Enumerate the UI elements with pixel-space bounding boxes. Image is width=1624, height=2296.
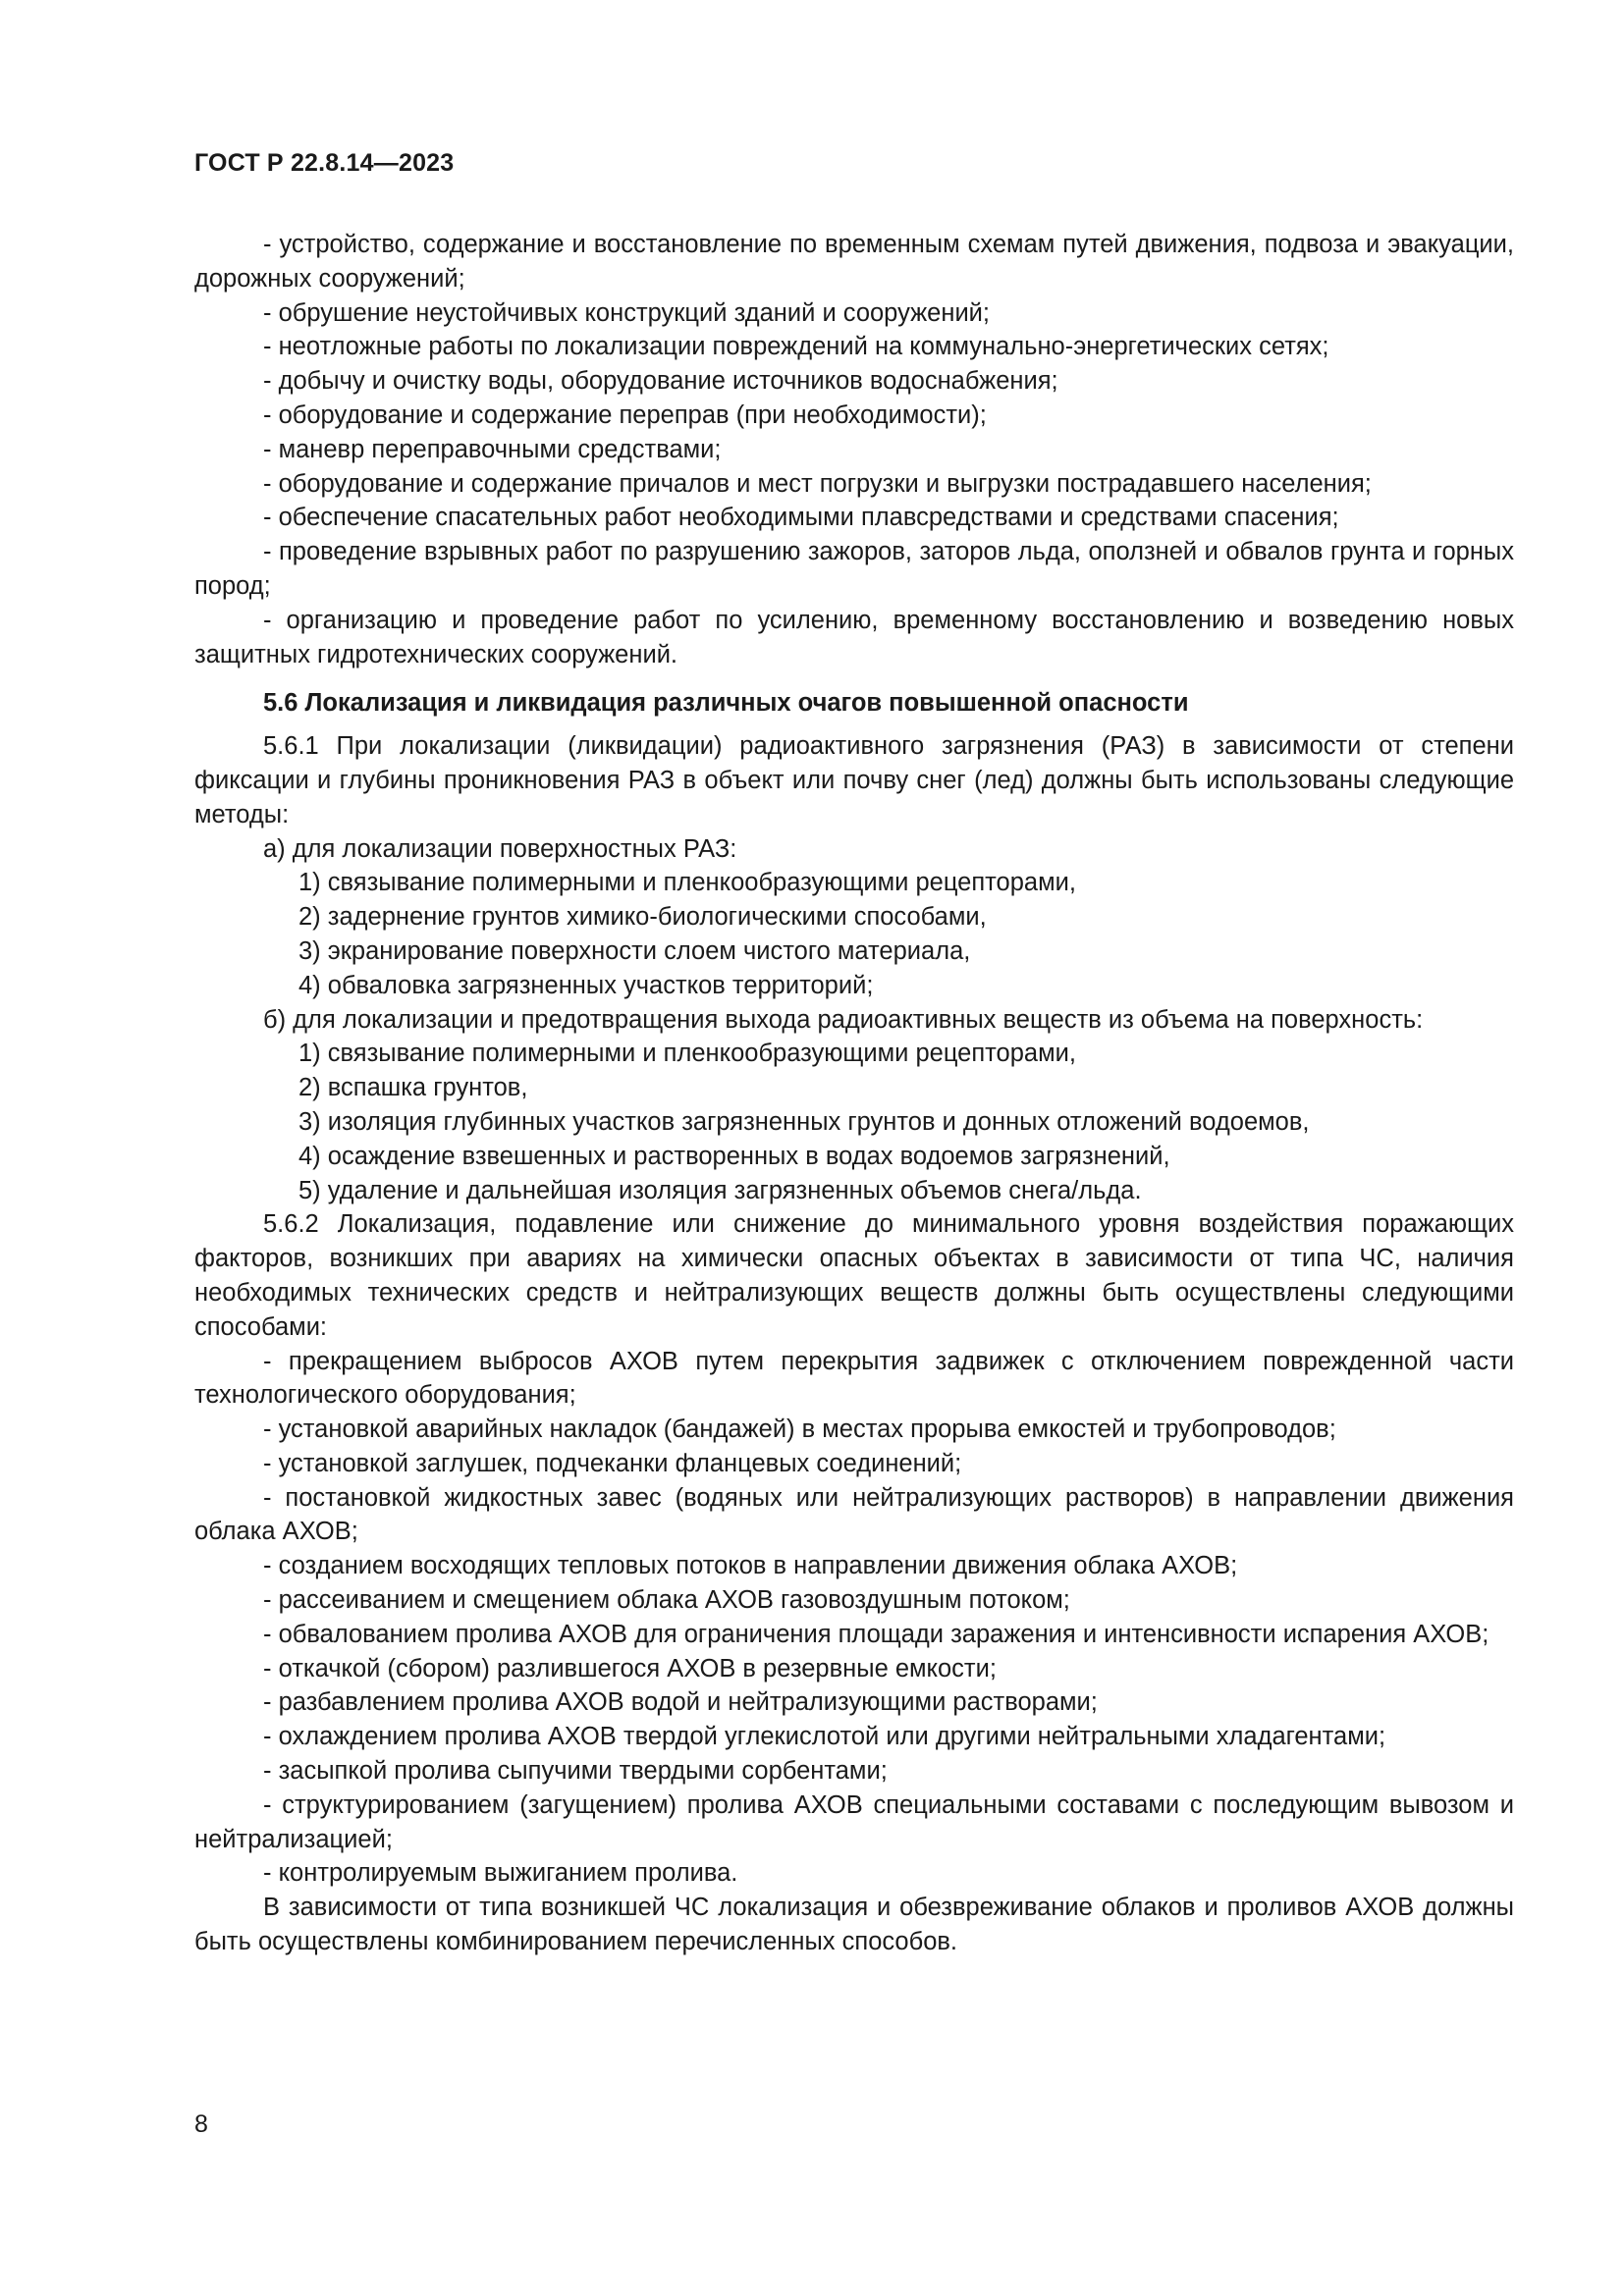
clause-561-b-label: б) для локализации и предотвращения выхода радиоактивных веществ из объема на поверхность:	[263, 1005, 1424, 1034]
document-header: ГОСТ Р 22.8.14—2023	[194, 149, 455, 177]
list-item: 5) удаление и дальнейшая изоляция загрязненных объемов снега/льда.	[298, 1176, 1142, 1204]
list-item: - засыпкой пролива сыпучими твердыми сорбентами;	[263, 1757, 888, 1786]
page-number: 8	[194, 2110, 208, 2138]
list-item: - устройство, содержание и восстановление по временным схемам путей движения, подвоза и эвакуации, дорожных сооружений;	[194, 231, 1514, 293]
list-item: - обрушение неустойчивых конструкций зданий и сооружений;	[263, 298, 991, 327]
list-item: - откачкой (сбором) разлившегося АХОВ в резервные емкости;	[263, 1654, 997, 1682]
list-item: - обвалованием пролива АХОВ для ограничения площади заражения и интенсивности испарения АХОВ;	[263, 1620, 1489, 1648]
list-item: 2) задернение грунтов химико-биологическими способами,	[298, 903, 987, 932]
clause-561-intro: 5.6.1 При локализации (ликвидации) радиоактивного загрязнения (РАЗ) в зависимости от степени фиксации и глубины проникновения РАЗ в объект или почву снег (лед) должны быть использованы следующие методы:	[194, 732, 1514, 828]
document-body	[194, 228, 1514, 1959]
list-item: 4) осаждение взвешенных и растворенных в водах водоемов загрязнений,	[298, 1142, 1170, 1170]
list-item: 3) экранирование поверхности слоем чистого материала,	[298, 936, 971, 965]
list-item: 3) изоляция глубинных участков загрязненных грунтов и донных отложений водоемов,	[298, 1107, 1310, 1136]
list-item: 2) вспашка грунтов,	[298, 1074, 528, 1102]
list-item: - постановкой жидкостных завес (водяных или нейтрализующих растворов) в направлении движения облака АХОВ;	[194, 1483, 1514, 1546]
list-item: - охлаждением пролива АХОВ твердой углекислотой или другими нейтральными хладагентами;	[263, 1723, 1386, 1751]
list-item: - контролируемым выжиганием пролива.	[263, 1859, 738, 1888]
list-item: - установкой заглушек, подчеканки фланцевых соединений;	[263, 1449, 962, 1477]
list-item: - рассеиванием и смещением облака АХОВ газовоздушным потоком;	[263, 1586, 1070, 1615]
list-item: - добычу и очистку воды, оборудование источников водоснабжения;	[263, 367, 1058, 396]
list-item: - неотложные работы по локализации повреждений на коммунально-энергетических сетях;	[263, 333, 1329, 361]
list-item: 4) обваловка загрязненных участков территорий;	[298, 971, 874, 999]
clause-561-a-label: а) для локализации поверхностных РАЗ:	[263, 834, 737, 863]
list-item: - проведение взрывных работ по разрушению зажоров, заторов льда, оползней и обвалов грунта и горных пород;	[194, 538, 1514, 600]
list-item: 1) связывание полимерными и пленкообразующими рецепторами,	[298, 1040, 1076, 1068]
list-item: - прекращением выбросов АХОВ путем перекрытия задвижек с отключением поврежденной части технологического оборудования;	[194, 1347, 1514, 1410]
list-item: - маневр переправочными средствами;	[263, 435, 722, 463]
list-item: - установкой аварийных накладок (бандажей) в местах прорыва емкостей и трубопроводов;	[263, 1415, 1336, 1444]
list-item: - созданием восходящих тепловых потоков в направлении движения облака АХОВ;	[263, 1552, 1238, 1580]
list-item: - разбавлением пролива АХОВ водой и нейтрализующими растворами;	[263, 1688, 1098, 1717]
list-item: - организацию и проведение работ по усилению, временному восстановлению и возведению новых защитных гидротехнических сооружений.	[194, 606, 1514, 668]
list-item: 1) связывание полимерными и пленкообразующими рецепторами,	[298, 869, 1076, 897]
clause-562-closing: В зависимости от типа возникшей ЧС локализация и обезвреживание облаков и проливов АХОВ должны быть осуществлены комбинированием перечисленных способов.	[194, 1894, 1514, 1956]
list-item: - оборудование и содержание причалов и мест погрузки и выгрузки пострадавшего населения;	[263, 469, 1372, 498]
list-item: - обеспечение спасательных работ необходимыми плавсредствами и средствами спасения;	[263, 504, 1339, 532]
section-heading: 5.6 Локализация и ликвидация различных очагов повышенной опасности	[263, 689, 1189, 718]
clause-562-intro: 5.6.2 Локализация, подавление или снижение до минимального уровня воздействия поражающих факторов, возникших при авариях на химически опасных объектах в зависимости от типа ЧС, наличия необходимых технических средств и нейтрализующих веществ должны быть осуществлены следующими способами:	[194, 1210, 1514, 1341]
list-item: - оборудование и содержание переправ (при необходимости);	[263, 400, 987, 429]
list-item: - структурированием (загущением) пролива АХОВ специальными составами с последующим вывозом и нейтрализацией;	[194, 1790, 1514, 1853]
